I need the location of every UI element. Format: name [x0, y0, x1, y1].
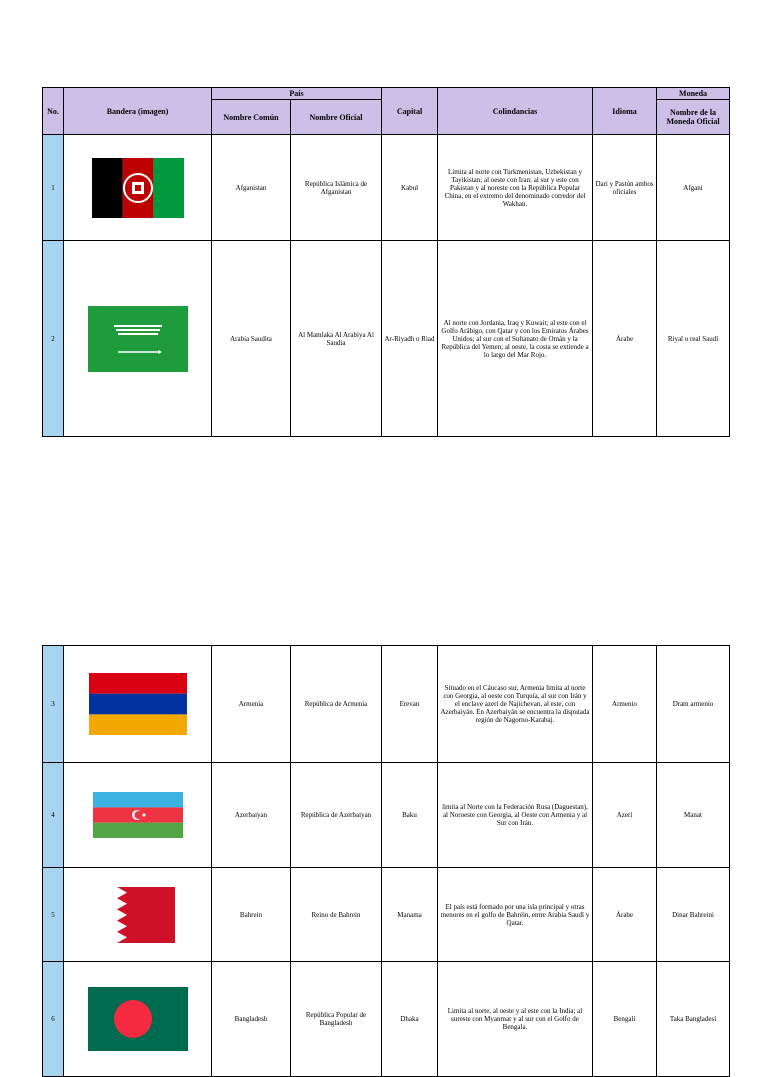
nombre-comun: Afganistan: [212, 135, 291, 241]
table-row: [43, 763, 730, 868]
capital: Erevan: [382, 646, 438, 763]
row-number: 5: [43, 868, 64, 962]
row-number: 4: [43, 763, 64, 868]
header-nombre-comun: Nombre Común: [212, 100, 291, 135]
nombre-oficial: República Popular de Bangladesh: [291, 962, 382, 1077]
table-row: [43, 135, 730, 241]
bahrain-flag-icon: [101, 887, 175, 943]
saudi-arabia-flag-icon: [88, 306, 188, 372]
idioma: Armenio: [593, 646, 657, 763]
moneda: Afgani: [657, 135, 730, 241]
flag-cell: [64, 241, 212, 437]
idioma: Bengalí: [593, 962, 657, 1077]
header-moneda: Moneda: [657, 88, 730, 100]
header-nombre-oficial: Nombre Oficial: [291, 100, 382, 135]
nombre-oficial: Al Mamlaka Al Arabiya Al Saudia: [291, 241, 382, 437]
colindancias: El país está formado por una isla principal y otras menores en el golfo de Bahréin, entre Arabia Saudí y Qatar.: [438, 868, 593, 962]
idioma: Dari y Pastún ambos oficiales: [593, 135, 657, 241]
nombre-comun: Azerbaiyan: [212, 763, 291, 868]
header-colindancias: Colindancias: [438, 88, 593, 135]
nombre-oficial: República Islámica de Afganistan: [291, 135, 382, 241]
armenia-flag-icon: [89, 673, 187, 735]
colindancias: Situado en el Cáucaso sur, Armenia limita al norte con Georgia, al oeste con Turquía, al sur con Irán y el enclave azerí de Najichevan, al este, con Azerbaiyán. En Azerbaiyán se encuentra la disputada región de Nagorno-Karabaj.: [438, 646, 593, 763]
flag-cell: [64, 962, 212, 1077]
flag-cell: [64, 135, 212, 241]
header-bandera: Bandera (imagen): [64, 88, 212, 135]
nombre-comun: Armenia: [212, 646, 291, 763]
row-number: 1: [43, 135, 64, 241]
afghanistan-flag-icon: [92, 158, 184, 218]
nombre-comun: Bahrein: [212, 868, 291, 962]
capital: Ar-Riyadh o Riad: [382, 241, 438, 437]
header-capital: Capital: [382, 88, 438, 135]
header-nombre-moneda: Nombre de la Moneda Oficial: [657, 100, 730, 135]
header-idioma: Idioma: [593, 88, 657, 135]
table-row: [43, 868, 730, 962]
header-no: No.: [43, 88, 64, 135]
table-row: [43, 962, 730, 1077]
row-number: 3: [43, 646, 64, 763]
moneda: Manat: [657, 763, 730, 868]
countries-table-1: [42, 87, 730, 437]
nombre-oficial: República de Azerbaiyan: [291, 763, 382, 868]
colindancias: limita al Norte con la Federación Rusa (Daguestan), al Noroeste con Georgia, al Oeste con Armenia y al Sur con Irán.: [438, 763, 593, 868]
moneda: Dinar Bahreini: [657, 868, 730, 962]
azerbaijan-flag-icon: [93, 792, 183, 838]
bangladesh-flag-icon: [88, 987, 188, 1051]
capital: Dhaka: [382, 962, 438, 1077]
countries-table-2: [42, 645, 730, 1077]
nombre-comun: Bangladesh: [212, 962, 291, 1077]
header-pais: País: [212, 88, 382, 100]
flag-cell: [64, 868, 212, 962]
nombre-oficial: República de Armenia: [291, 646, 382, 763]
colindancias: Al norte con Jordania, Iraq y Kuwait; al este con el Golfo Arábigo, con Qatar y con los Emiratos Árabes Unidos; al sur con el Sultanato de Omán y la República del Yemen; al oeste, la costa se extiende a lo largo del Mar Rojo.: [438, 241, 593, 437]
colindancias: Limita al norte, al oeste y al este con la India; al sureste con Myanmar y al sur con el Golfo de Bengala.: [438, 962, 593, 1077]
moneda: Riyal o real Saudí: [657, 241, 730, 437]
nombre-oficial: Reino de Bahrein: [291, 868, 382, 962]
capital: Kabul: [382, 135, 438, 241]
row-number: 2: [43, 241, 64, 437]
flag-cell: [64, 646, 212, 763]
capital: Manama: [382, 868, 438, 962]
table-row: [43, 646, 730, 763]
capital: Baku: [382, 763, 438, 868]
idioma: Azerí: [593, 763, 657, 868]
colindancias: Limita al norte con Turkmenistan, Uzbekistan y Tayikistan; al oeste con Iran; al sur y este con Pakistan y al noreste con la República Popular China, en el extremo del denominado corredor del Wakhan.: [438, 135, 593, 241]
nombre-comun: Arabia Saudita: [212, 241, 291, 437]
table-row: [43, 241, 730, 437]
moneda: Taka Bangladesí: [657, 962, 730, 1077]
row-number: 6: [43, 962, 64, 1077]
idioma: Árabe: [593, 868, 657, 962]
flag-cell: [64, 763, 212, 868]
moneda: Dram armenio: [657, 646, 730, 763]
idioma: Árabe: [593, 241, 657, 437]
